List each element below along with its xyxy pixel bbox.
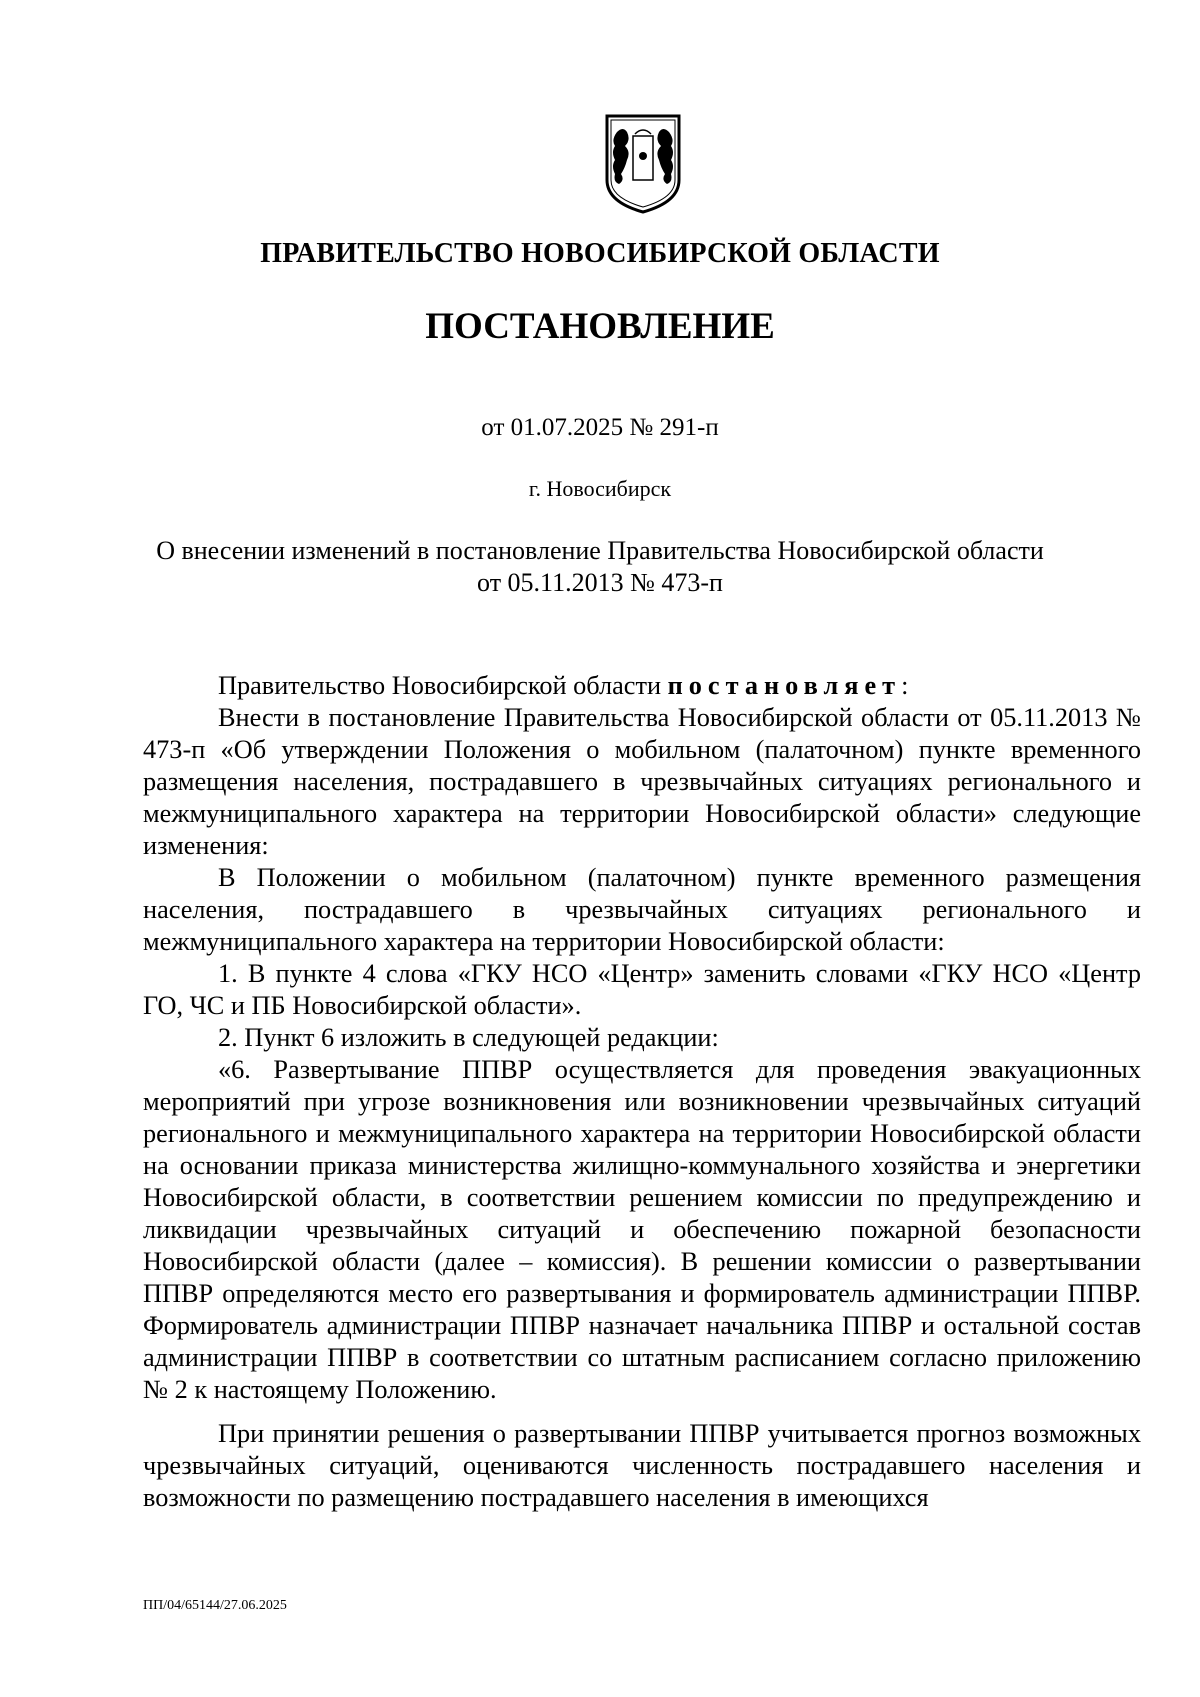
document-body (143, 670, 1141, 1514)
organization-title: ПРАВИТЕЛЬСТВО НОВОСИБИРСКОЙ ОБЛАСТИ (260, 238, 940, 269)
body-paragraph-3: 1. В пункте 4 слова «ГКУ НСО «Центр» заменить словами «ГКУ НСО «Центр ГО, ЧС и ПБ Новосибирской области». (143, 959, 1141, 1020)
body-paragraph-2: В Положении о мобильном (палаточном) пункте временного размещения населения, пострадавшего в чрезвычайных ситуациях регионального и межмуниципального характера на территории Новосибирской области: (143, 863, 1141, 956)
document-city: г. Новосибирск (528, 476, 672, 501)
coat-of-arms-icon (603, 110, 683, 214)
decree-word: постановляет (667, 671, 902, 700)
subject-line-2: от 05.11.2013 № 473-п (477, 568, 723, 597)
document-date-number: от 01.07.2025 № 291-п (481, 414, 719, 441)
preamble-start: Правительство Новосибирской области (218, 671, 668, 700)
document-subject (130, 535, 1070, 599)
body-paragraph-1: Внести в постановление Правительства Новосибирской области от 05.11.2013 № 473-п «Об утверждении Положения о мобильном (палаточном) пункте временного размещения населения, пострадавшего в чрезвычайных ситуациях регионального и межмуниципального характера на территории Новосибирской области» следующие изменения: (143, 703, 1141, 860)
document-type-title: ПОСТАНОВЛЕНИЕ (425, 306, 775, 347)
body-paragraph-4: 2. Пункт 6 изложить в следующей редакции: (218, 1023, 719, 1052)
subject-line-1: О внесении изменений в постановление Правительства Новосибирской области (156, 536, 1044, 565)
preamble-paragraph (143, 670, 1141, 702)
body-paragraph-6: При принятии решения о развертывании ППВР учитывается прогноз возможных чрезвычайных ситуаций, оцениваются численность пострадавшего населения и возможности по размещению пострадавшего населения в имеющихся (143, 1419, 1141, 1512)
document-footer-code: ПП/04/65144/27.06.2025 (143, 1598, 287, 1613)
body-paragraph-5: «6. Развертывание ППВР осуществляется для проведения эвакуационных мероприятий при угрозе возникновения или возникновении чрезвычайных ситуаций регионального и межмуниципального характера на территории Новосибирской области на основании приказа министерства жилищно-коммунального хозяйства и энергетики Новосибирской области, в соответствии решением комиссии по предупреждению и ликвидации чрезвычайных ситуаций и обеспечению пожарной безопасности Новосибирской области (далее – комиссия). В решении комиссии о развертывании ППВР определяются место его развертывания и формирователь администрации ППВР. Формирователь администрации ППВР назначает начальника ППВР и остальной состав администрации ППВР в соответствии со штатным расписанием согласно приложению № 2 к настоящему Положению. (143, 1055, 1141, 1404)
preamble-end: : (901, 671, 909, 700)
